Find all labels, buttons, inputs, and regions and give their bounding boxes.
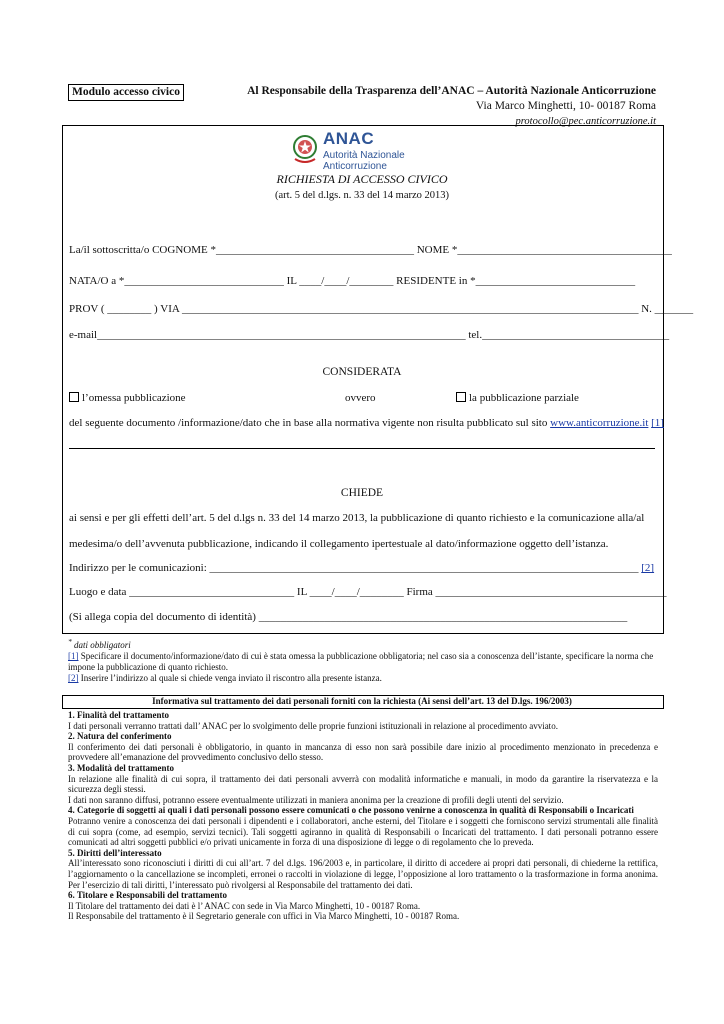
privacy-s4-title: 4. Categorie di soggetti ai quali i dati personali possono essere comunicati o che possono venirne a conoscenza in qualità di Responsabili o Incaricati — [68, 805, 634, 816]
recipient-title: Al Responsabile della Trasparenza dell’ANAC – Autorità Nazionale Anticorruzione — [247, 85, 656, 97]
considerata-heading: CONSIDERATA — [322, 366, 402, 378]
logo-name: ANAC — [323, 129, 375, 148]
recipient-email: protocollo@pec.anticorruzione.it — [515, 116, 656, 127]
name-row[interactable]: La/il sottoscritta/o COGNOME *____________________________________ NOME *_______________________________________ — [69, 244, 672, 256]
site-link[interactable]: www.anticorruzione.it — [550, 417, 649, 429]
omitted-checkbox[interactable] — [69, 392, 79, 402]
privacy-s3-text1: In relazione alle finalità di cui sopra, il trattamento dei dati personali avverrà con modalità informatiche e manuali, in modo da garantire la riservatezza e la sicurezza degli stessi. — [68, 773, 658, 795]
emblem-icon — [291, 131, 319, 165]
document-text: del seguente documento /informazione/dato che in base alla normativa vigente non risulta pubblicato sul sito — [69, 417, 548, 429]
mandatory-note: * dati obbligatori — [68, 637, 131, 650]
privacy-s6-text2: Il Responsabile del trattamento è il Segretario generale con uffici in Via Marco Minghetti, 10 - 00187 Roma. — [68, 911, 460, 922]
contact-row[interactable]: e-mail___________________________________________________________________ tel.__________________________________ — [69, 329, 670, 341]
partial-checkbox[interactable] — [456, 392, 466, 402]
option-partial[interactable] — [456, 391, 579, 405]
omitted-label: l’omessa pubblicazione — [82, 392, 186, 404]
privacy-s4-text: Potranno venire a conoscenza dei dati personali i dipendenti e i collaboratori, anche esterni, del Titolare e i soggetti che forniscono servizi strumentali alle finalità di cui sopra (come, ad esempio, servizi tecnici). Tali soggetti agiranno in qualità di Responsabili o Incaricati del trattamento. I dati personali potranno essere comunicati ad altri soggetti pubblici e/o privati unicamente in forza di una disposizione di legge o di regolamento che lo preveda. — [68, 815, 658, 848]
anac-logo — [291, 129, 441, 172]
chiede-text-2: medesima/o dell’avvenuta pubblicazione, indicando il collegamento ipertestuale al dato/informazione oggetto dell’istanza. — [69, 538, 609, 550]
place-date-row[interactable]: Luogo e data ______________________________ IL ____/____/________ Firma __________________________________________ — [69, 586, 667, 598]
chiede-text-1: ai sensi e per gli effetti dell’art. 5 del d.lgs n. 33 del 14 marzo 2013, la pubblicazione di quanto richiesto e la comunicazione alla/al — [69, 512, 645, 524]
privacy-title: Informativa sul trattamento dei dati personali forniti con la richiesta (Ai sensi dell’art. 13 del D.lgs. 196/2003) — [152, 696, 572, 706]
document-line[interactable] — [69, 448, 655, 449]
privacy-s5-title: 5. Diritti dell’interessato — [68, 847, 162, 858]
communication-address-row[interactable] — [69, 561, 654, 575]
privacy-s6-text1: Il Titolare del trattamento dei dati è l’ ANAC con sede in Via Marco Minghetti, 10 - 00187 Roma. — [68, 900, 421, 911]
privacy-s6-title: 6. Titolare e Responsabili del trattamento — [68, 890, 227, 901]
attachment-row[interactable]: (Si allega copia del documento di identità) ___________________________________________________________________ — [69, 611, 628, 623]
privacy-s5-text: All’interessato sono riconosciuti i diritti di cui all’art. 7 del d.lgs. 196/2003 e, in particolare, il diritto di accedere ai propri dati personali, di chiederne la rettifica, l’aggiornamento o la cancellazione se incompleti, erronei o raccolti in violazione di legge, l’opposizione al loro trattamento o la trasformazione in forma anonima. Per l’esercizio di tali diritti, l’interessato può rivolgersi al Responsabile del trattamento dei dati. — [68, 858, 658, 890]
chiede-heading: CHIEDE — [340, 487, 384, 499]
privacy-s3-title: 3. Modalità del trattamento — [68, 762, 174, 773]
privacy-s3-text2: I dati non saranno diffusi, potranno essere eventualmente utilizzati in maniera anonima per la creazione di profili degli utenti del servizio. — [68, 794, 564, 805]
privacy-s1-text: I dati personali verranno trattati dall’ ANAC per lo svolgimento delle proprie funzioni istituzionali in relazione al procedimento avviato. — [68, 720, 558, 731]
recipient-block — [247, 84, 656, 129]
footnote-1-ref[interactable]: [1] — [68, 651, 79, 661]
request-form-box — [62, 125, 664, 634]
privacy-s2-title: 2. Natura del conferimento — [68, 731, 172, 742]
option-omitted[interactable] — [69, 391, 186, 405]
communication-address-label: Indirizzo per le comunicazioni: ______________________________________________________________________________ — [69, 562, 639, 574]
logo-subtitle: Autorità Nazionale Anticorruzione — [323, 150, 405, 172]
recipient-address: Via Marco Minghetti, 10- 00187 Roma — [475, 100, 656, 112]
birth-row[interactable]: NATA/O a *_____________________________ IL ____/____/________ RESIDENTE in *_____________________________ — [69, 275, 636, 287]
privacy-s2-text: Il conferimento dei dati personali è obbligatorio, in quanto in mancanza di esso non sarà possibile dare inizio al procedimento menzionato in precedenza e provvedere all’emanazione del provvedimento conclusivo dello stesso. — [68, 741, 658, 763]
address-row[interactable]: PROV ( ________ ) VIA ___________________________________________________________________________________ N. _______ — [69, 303, 694, 315]
footnote-2: [2] Inserire l’indirizzo al quale si chiede venga inviato il riscontro alla presente istanza. — [68, 673, 382, 683]
ovvero-label: ovvero — [345, 392, 376, 404]
form-title: RICHIESTA DI ACCESSO CIVICO — [276, 172, 448, 186]
form-subtitle: (art. 5 del d.lgs. n. 33 del 14 marzo 2013) — [274, 190, 450, 201]
footnote-1: [1] Specificare il documento/informazione/dato di cui è stata omessa la pubblicazione obbligatoria; nel caso sia a conoscenza dell’istante, specificare la norma che impone la pubblicazione di quanto richiesto. — [68, 651, 654, 672]
footnote-2-ref[interactable]: [2] — [68, 673, 79, 683]
footnotes — [68, 636, 658, 684]
footnote-ref-1[interactable]: [1] — [651, 417, 664, 429]
form-type-label: Modulo accesso civico — [68, 84, 184, 101]
privacy-notice — [68, 710, 658, 922]
footnote-ref-2[interactable]: [2] — [641, 562, 655, 574]
partial-label: la pubblicazione parziale — [469, 392, 579, 404]
document-row — [69, 416, 664, 430]
privacy-s1-title: 1. Finalità del trattamento — [68, 710, 169, 720]
